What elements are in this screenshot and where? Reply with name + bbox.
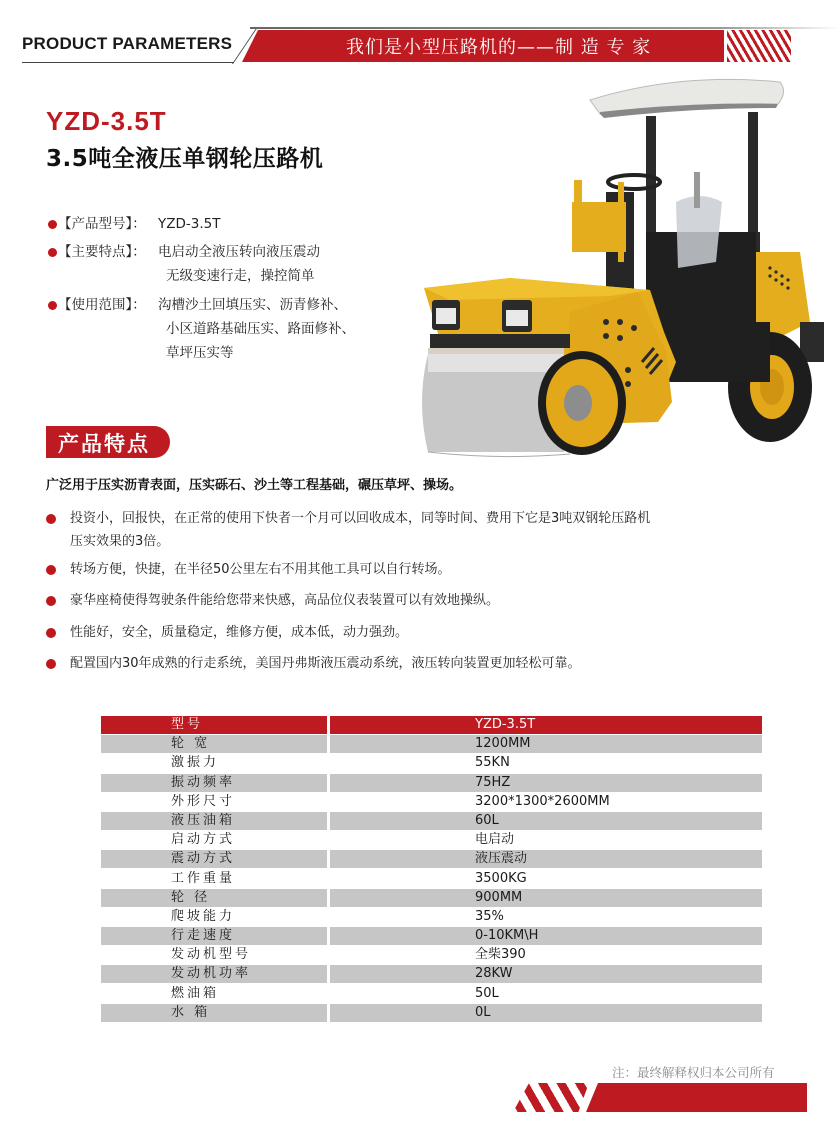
table-header-row [101, 716, 762, 735]
row-label: 燃油箱 [171, 985, 220, 1001]
bullet-icon [48, 248, 57, 257]
road-roller-icon [410, 72, 830, 482]
feature-text: 投资小，回报快，在正常的使用下快者一个月可以回收成本，同等时间、费用下它是3吨双钢轮压路机 [70, 511, 651, 526]
row-value: 900MM [330, 889, 762, 907]
table-row [101, 754, 762, 773]
header-top-rule [250, 27, 840, 29]
row-label: 启动方式 [171, 832, 236, 848]
section-heading-text: 产品特点 [58, 432, 150, 456]
table-row [101, 927, 762, 946]
bullet-icon [48, 220, 57, 229]
row-label: 发动机功率 [101, 965, 327, 983]
spec-label: 【使用范围】： [58, 297, 146, 313]
table-row [101, 831, 762, 850]
spec-label: 【产品型号】： [58, 216, 146, 232]
bullet-icon [46, 596, 56, 606]
bullet-icon [46, 565, 56, 575]
row-value: 0-10KM\H [330, 927, 762, 945]
feature-text: 豪华座椅使得驾驶条件能给您带来快感，高品位仪表装置可以有效地操纵。 [70, 593, 500, 608]
row-label: 外形尺寸 [171, 793, 236, 809]
spec-value: 沟槽沙土回填压实、沥青修补、 [158, 297, 347, 313]
header-slogan: 我们是小型压路机的——制 造 专 家 [346, 37, 652, 58]
row-label: 水 箱 [101, 1004, 327, 1022]
table-row [101, 793, 762, 812]
spec-value: 电启动全液压转向液压震动 [158, 244, 320, 260]
spec-table [101, 716, 762, 1023]
spec-value: 小区道路基础压实、路面修补、 [166, 321, 355, 337]
bullet-icon [46, 659, 56, 669]
row-label: 震动方式 [101, 850, 327, 868]
row-value: 28KW [330, 965, 762, 983]
spec-value: YZD-3.5T [158, 216, 221, 232]
table-row [101, 774, 762, 793]
table-row [101, 1004, 762, 1023]
table-row [101, 889, 762, 908]
row-label: 激振力 [171, 755, 220, 771]
header-underline [22, 62, 234, 63]
features-intro: 广泛用于压实沥青表面，压实砾石、沙土等工程基础，碾压草坪、操场。 [46, 478, 463, 493]
table-header-label: 型号 [101, 716, 327, 734]
row-label: 轮 径 [101, 889, 327, 907]
row-value: 全柴390 [475, 947, 526, 963]
row-value: 1200MM [330, 735, 762, 753]
header-title-en: PRODUCT PARAMETERS [22, 34, 233, 53]
row-value: 0L [330, 1004, 762, 1022]
row-label: 液压油箱 [101, 812, 327, 830]
table-row [101, 946, 762, 965]
row-label: 振动频率 [101, 774, 327, 792]
header-stripes-decoration [727, 30, 791, 62]
table-row [101, 908, 762, 927]
copyright-note: 注：最终解释权归本公司所有 [612, 1065, 775, 1080]
row-label: 行走速度 [101, 927, 327, 945]
row-value: 35% [475, 908, 504, 924]
row-label: 爬坡能力 [171, 908, 236, 924]
feature-text: 配置国内30年成熟的行走系统，美国丹弗斯液压震动系统，液压转向装置更加轻松可靠。 [70, 656, 581, 671]
row-value: 电启动 [475, 832, 515, 848]
product-model-title: YZD-3.5T [46, 106, 167, 136]
table-row [101, 870, 762, 889]
feature-text: 转场方便，快捷，在半径50公里左右不用其他工具可以自行转场。 [70, 562, 451, 577]
row-value: 3500KG [475, 870, 527, 886]
road-roller-image [410, 72, 830, 482]
spec-label: 【主要特点】： [58, 244, 146, 260]
row-value: 55KN [475, 755, 510, 771]
table-header-value: YZD-3.5T [330, 716, 762, 734]
footer-stripes-decoration [513, 1083, 589, 1112]
product-name: 3.5吨全液压单钢轮压路机 [46, 146, 324, 172]
section-heading-features [46, 426, 170, 458]
row-value: 液压震动 [330, 850, 762, 868]
bullet-icon [48, 301, 57, 310]
row-value: 3200*1300*2600MM [475, 793, 610, 809]
table-row [101, 965, 762, 984]
spec-value: 草坪压实等 [166, 345, 234, 361]
feature-text: 压实效果的3倍。 [70, 534, 170, 549]
table-row [101, 985, 762, 1004]
row-value: 75HZ [330, 774, 762, 792]
table-row [101, 812, 762, 831]
row-label: 工作重量 [171, 870, 236, 886]
footer-red-bar [586, 1083, 807, 1112]
row-value: 50L [475, 985, 499, 1001]
table-row [101, 850, 762, 869]
spec-value: 无级变速行走，操控简单 [166, 268, 315, 284]
row-label: 轮 宽 [101, 735, 327, 753]
table-row [101, 735, 762, 754]
row-label: 发动机型号 [171, 947, 252, 963]
row-value: 60L [330, 812, 762, 830]
bullet-icon [46, 628, 56, 638]
bullet-icon [46, 514, 56, 524]
feature-text: 性能好，安全，质量稳定，维修方便，成本低，动力强劲。 [70, 625, 409, 640]
